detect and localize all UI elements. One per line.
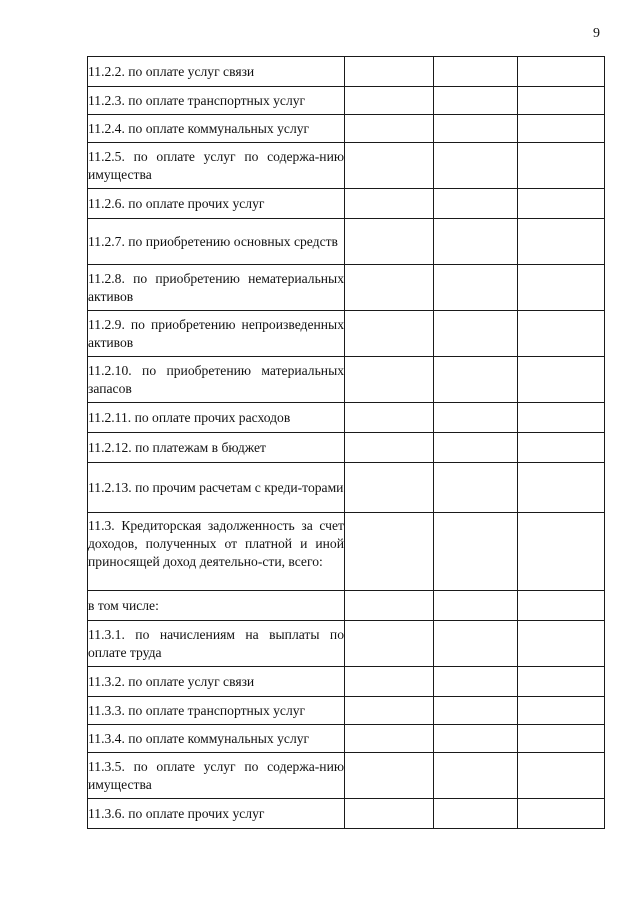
- value-cell-3: [518, 463, 605, 513]
- table-row: [88, 463, 605, 513]
- value-cell-3: [518, 143, 605, 189]
- row-label: 11.3.4. по оплате коммунальных услуг: [88, 725, 345, 753]
- table-row: [88, 357, 605, 403]
- value-cell-2: [434, 265, 518, 311]
- row-label: 11.2.5. по оплате услуг по содержа-нию имущества: [88, 143, 345, 189]
- table-row: [88, 57, 605, 87]
- value-cell-3: [518, 357, 605, 403]
- value-cell-2: [434, 621, 518, 667]
- value-cell-2: [434, 513, 518, 591]
- value-cell-2: [434, 667, 518, 697]
- value-cell-3: [518, 311, 605, 357]
- payables-table: [87, 56, 605, 829]
- value-cell-3: [518, 667, 605, 697]
- value-cell-3: [518, 725, 605, 753]
- value-cell-1: [345, 725, 434, 753]
- value-cell-2: [434, 87, 518, 115]
- value-cell-3: [518, 87, 605, 115]
- row-label: 11.3.2. по оплате услуг связи: [88, 667, 345, 697]
- value-cell-3: [518, 697, 605, 725]
- table-row: [88, 725, 605, 753]
- value-cell-2: [434, 753, 518, 799]
- value-cell-1: [345, 311, 434, 357]
- row-label: 11.3.6. по оплате прочих услуг: [88, 799, 345, 829]
- value-cell-1: [345, 753, 434, 799]
- value-cell-3: [518, 753, 605, 799]
- table-row: [88, 115, 605, 143]
- value-cell-1: [345, 143, 434, 189]
- table-row: [88, 403, 605, 433]
- table-row: [88, 311, 605, 357]
- row-label: 11.2.8. по приобретению нематериальных активов: [88, 265, 345, 311]
- table-row: [88, 667, 605, 697]
- value-cell-2: [434, 57, 518, 87]
- value-cell-2: [434, 433, 518, 463]
- value-cell-3: [518, 799, 605, 829]
- value-cell-2: [434, 143, 518, 189]
- value-cell-3: [518, 591, 605, 621]
- value-cell-1: [345, 513, 434, 591]
- value-cell-3: [518, 513, 605, 591]
- value-cell-2: [434, 403, 518, 433]
- value-cell-3: [518, 433, 605, 463]
- row-label: 11.2.7. по приобретению основных средств: [88, 219, 345, 265]
- value-cell-2: [434, 463, 518, 513]
- value-cell-2: [434, 697, 518, 725]
- row-label: 11.2.10. по приобретению материальных запасов: [88, 357, 345, 403]
- table-row: [88, 753, 605, 799]
- value-cell-3: [518, 115, 605, 143]
- value-cell-1: [345, 57, 434, 87]
- table-row: [88, 697, 605, 725]
- value-cell-1: [345, 219, 434, 265]
- value-cell-1: [345, 667, 434, 697]
- row-label: 11.2.9. по приобретению непроизведенных активов: [88, 311, 345, 357]
- value-cell-3: [518, 621, 605, 667]
- row-label: 11.2.4. по оплате коммунальных услуг: [88, 115, 345, 143]
- value-cell-1: [345, 697, 434, 725]
- row-label: в том числе:: [88, 591, 345, 621]
- row-label: 11.3.5. по оплате услуг по содержа-нию имущества: [88, 753, 345, 799]
- value-cell-2: [434, 189, 518, 219]
- value-cell-2: [434, 115, 518, 143]
- value-cell-2: [434, 725, 518, 753]
- table-row: [88, 621, 605, 667]
- payables-table-body: [88, 57, 605, 829]
- row-label: 11.2.12. по платежам в бюджет: [88, 433, 345, 463]
- table-row: [88, 591, 605, 621]
- value-cell-1: [345, 463, 434, 513]
- value-cell-1: [345, 591, 434, 621]
- row-label: 11.2.11. по оплате прочих расходов: [88, 403, 345, 433]
- row-label: 11.2.3. по оплате транспортных услуг: [88, 87, 345, 115]
- page-number: 9: [593, 26, 600, 41]
- table-row: [88, 189, 605, 219]
- value-cell-1: [345, 621, 434, 667]
- value-cell-3: [518, 265, 605, 311]
- row-label: 11.3. Кредиторская задолженность за счет доходов, полученных от платной и иной приносящей доход деятельно-сти, всего:: [88, 513, 345, 591]
- row-label: 11.2.13. по прочим расчетам с креди-торами: [88, 463, 345, 513]
- table-row: [88, 219, 605, 265]
- value-cell-1: [345, 189, 434, 219]
- table-row: [88, 799, 605, 829]
- value-cell-1: [345, 357, 434, 403]
- value-cell-2: [434, 591, 518, 621]
- value-cell-3: [518, 219, 605, 265]
- row-label: 11.3.3. по оплате транспортных услуг: [88, 697, 345, 725]
- value-cell-1: [345, 115, 434, 143]
- value-cell-1: [345, 87, 434, 115]
- table-row: [88, 143, 605, 189]
- value-cell-2: [434, 219, 518, 265]
- table-row: [88, 433, 605, 463]
- row-label: 11.2.2. по оплате услуг связи: [88, 57, 345, 87]
- table-row: [88, 513, 605, 591]
- value-cell-1: [345, 433, 434, 463]
- row-label: 11.2.6. по оплате прочих услуг: [88, 189, 345, 219]
- table-row: [88, 265, 605, 311]
- value-cell-2: [434, 357, 518, 403]
- row-label: 11.3.1. по начислениям на выплаты по оплате труда: [88, 621, 345, 667]
- table-row: [88, 87, 605, 115]
- value-cell-3: [518, 403, 605, 433]
- value-cell-3: [518, 57, 605, 87]
- value-cell-2: [434, 799, 518, 829]
- value-cell-2: [434, 311, 518, 357]
- value-cell-3: [518, 189, 605, 219]
- value-cell-1: [345, 403, 434, 433]
- value-cell-1: [345, 265, 434, 311]
- value-cell-1: [345, 799, 434, 829]
